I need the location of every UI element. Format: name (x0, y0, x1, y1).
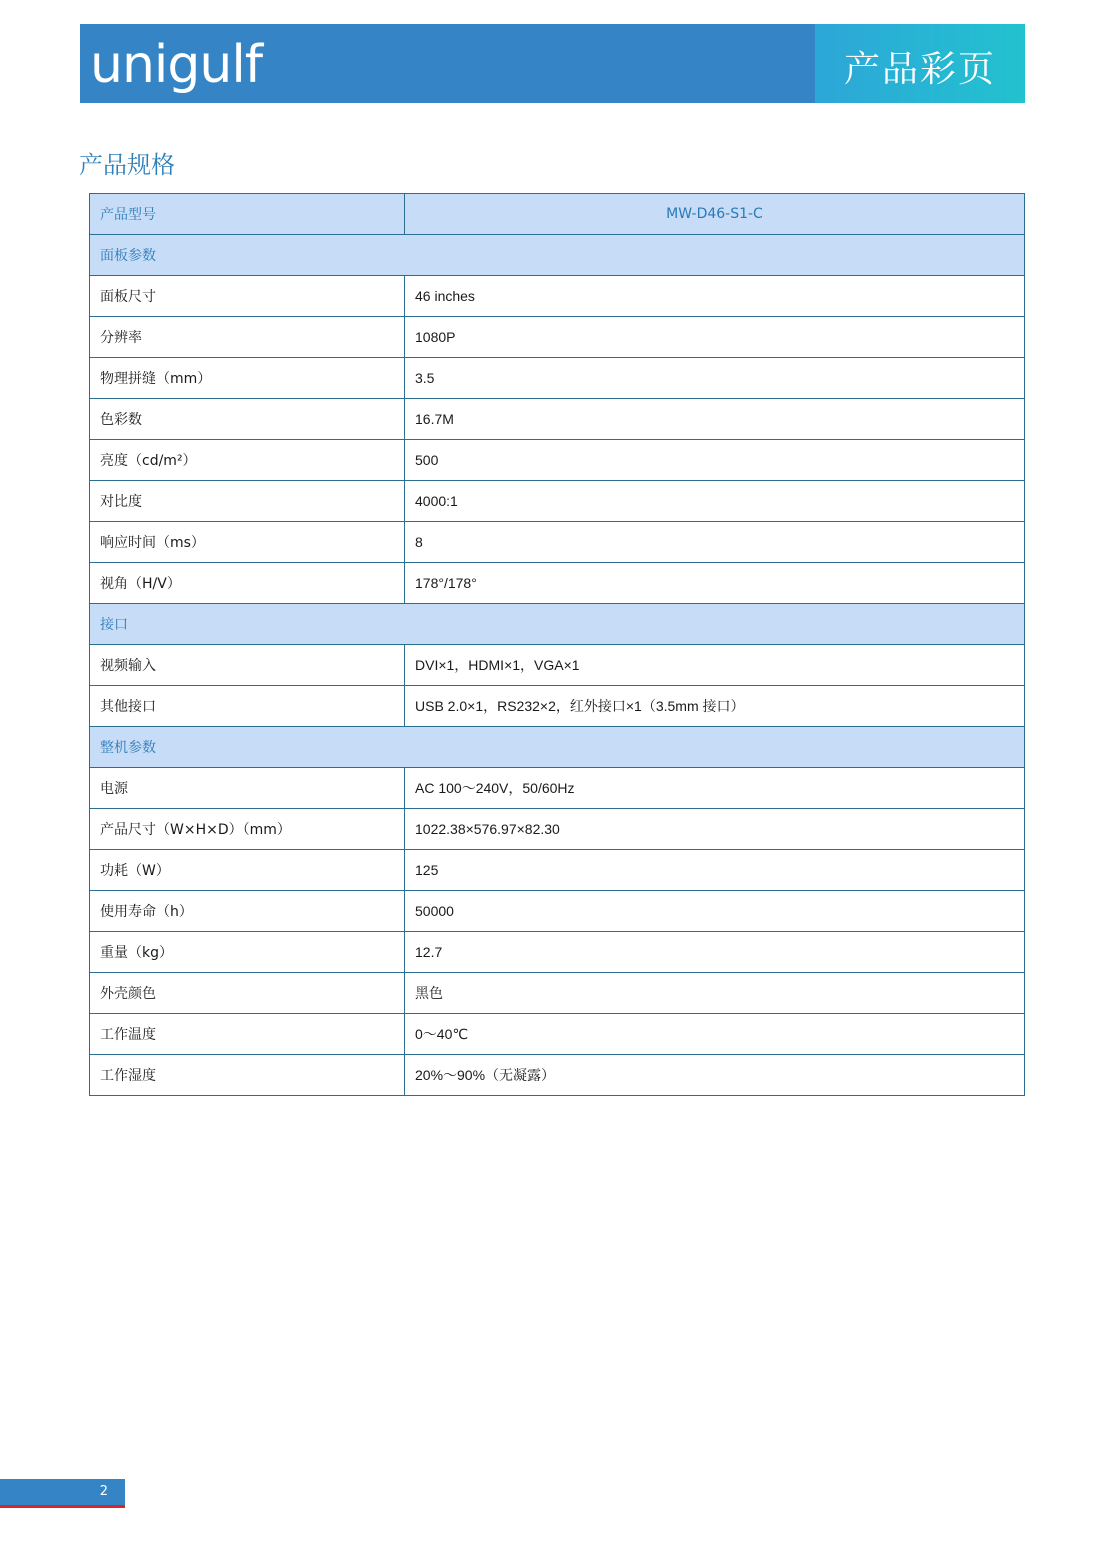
model-label: 产品型号 (90, 194, 405, 235)
table-row (90, 973, 1025, 1014)
spec-value: 46 inches (405, 276, 1025, 317)
spec-label: 视频输入 (90, 645, 405, 686)
spec-label: 使用寿命（h） (90, 891, 405, 932)
spec-label: 分辨率 (90, 317, 405, 358)
spec-value: 16.7M (405, 399, 1025, 440)
model-row (90, 194, 1025, 235)
spec-label: 面板尺寸 (90, 276, 405, 317)
spec-label: 工作温度 (90, 1014, 405, 1055)
table-row (90, 276, 1025, 317)
spec-value: 8 (405, 522, 1025, 563)
table-row (90, 686, 1025, 727)
table-row (90, 932, 1025, 973)
group-title: 面板参数 (90, 235, 1025, 276)
model-value: MW-D46-S1-C (405, 194, 1025, 235)
spec-label: 重量（kg） (90, 932, 405, 973)
spec-label: 响应时间（ms） (90, 522, 405, 563)
table-row (90, 399, 1025, 440)
table-row (90, 1055, 1025, 1096)
spec-value: 1022.38×576.97×82.30 (405, 809, 1025, 850)
table-row (90, 522, 1025, 563)
spec-label: 对比度 (90, 481, 405, 522)
spec-value: 0～40℃ (405, 1014, 1025, 1055)
group-title: 整机参数 (90, 727, 1025, 768)
spec-label: 亮度（cd/m²） (90, 440, 405, 481)
table-row (90, 891, 1025, 932)
spec-value: 178°/178° (405, 563, 1025, 604)
spec-value: USB 2.0×1，RS232×2，红外接口×1（3.5mm 接口） (405, 686, 1025, 727)
table-row (90, 317, 1025, 358)
table-row (90, 850, 1025, 891)
spec-value: 12.7 (405, 932, 1025, 973)
table-row (90, 645, 1025, 686)
spec-value: DVI×1，HDMI×1，VGA×1 (405, 645, 1025, 686)
spec-value: 500 (405, 440, 1025, 481)
spec-label: 视角（H/V） (90, 563, 405, 604)
group-title: 接口 (90, 604, 1025, 645)
table-row (90, 1014, 1025, 1055)
spec-value: 黑色 (405, 973, 1025, 1014)
page-number: 2 (0, 1479, 125, 1505)
spec-value: 3.5 (405, 358, 1025, 399)
spec-label: 功耗（W） (90, 850, 405, 891)
spec-value: 125 (405, 850, 1025, 891)
table-row (90, 768, 1025, 809)
spec-label: 色彩数 (90, 399, 405, 440)
spec-value: 4000:1 (405, 481, 1025, 522)
group-header-row (90, 604, 1025, 645)
header-tag: 产品彩页 (815, 24, 1025, 103)
table-row (90, 358, 1025, 399)
table-row (90, 809, 1025, 850)
unigulf-logo: unigulf (90, 35, 263, 95)
spec-label: 工作湿度 (90, 1055, 405, 1096)
table-row (90, 481, 1025, 522)
spec-table (89, 193, 1025, 1096)
spec-label: 物理拼缝（mm） (90, 358, 405, 399)
group-header-row (90, 727, 1025, 768)
spec-label: 外壳颜色 (90, 973, 405, 1014)
table-row (90, 563, 1025, 604)
spec-value: 50000 (405, 891, 1025, 932)
group-header-row (90, 235, 1025, 276)
spec-value: 20%～90%（无凝露） (405, 1055, 1025, 1096)
spec-value: 1080P (405, 317, 1025, 358)
section-title: 产品规格 (79, 151, 175, 179)
table-row (90, 440, 1025, 481)
spec-label: 电源 (90, 768, 405, 809)
spec-label: 其他接口 (90, 686, 405, 727)
page-number-underline (0, 1505, 125, 1508)
spec-value: AC 100～240V，50/60Hz (405, 768, 1025, 809)
spec-label: 产品尺寸（W×H×D）（mm） (90, 809, 405, 850)
